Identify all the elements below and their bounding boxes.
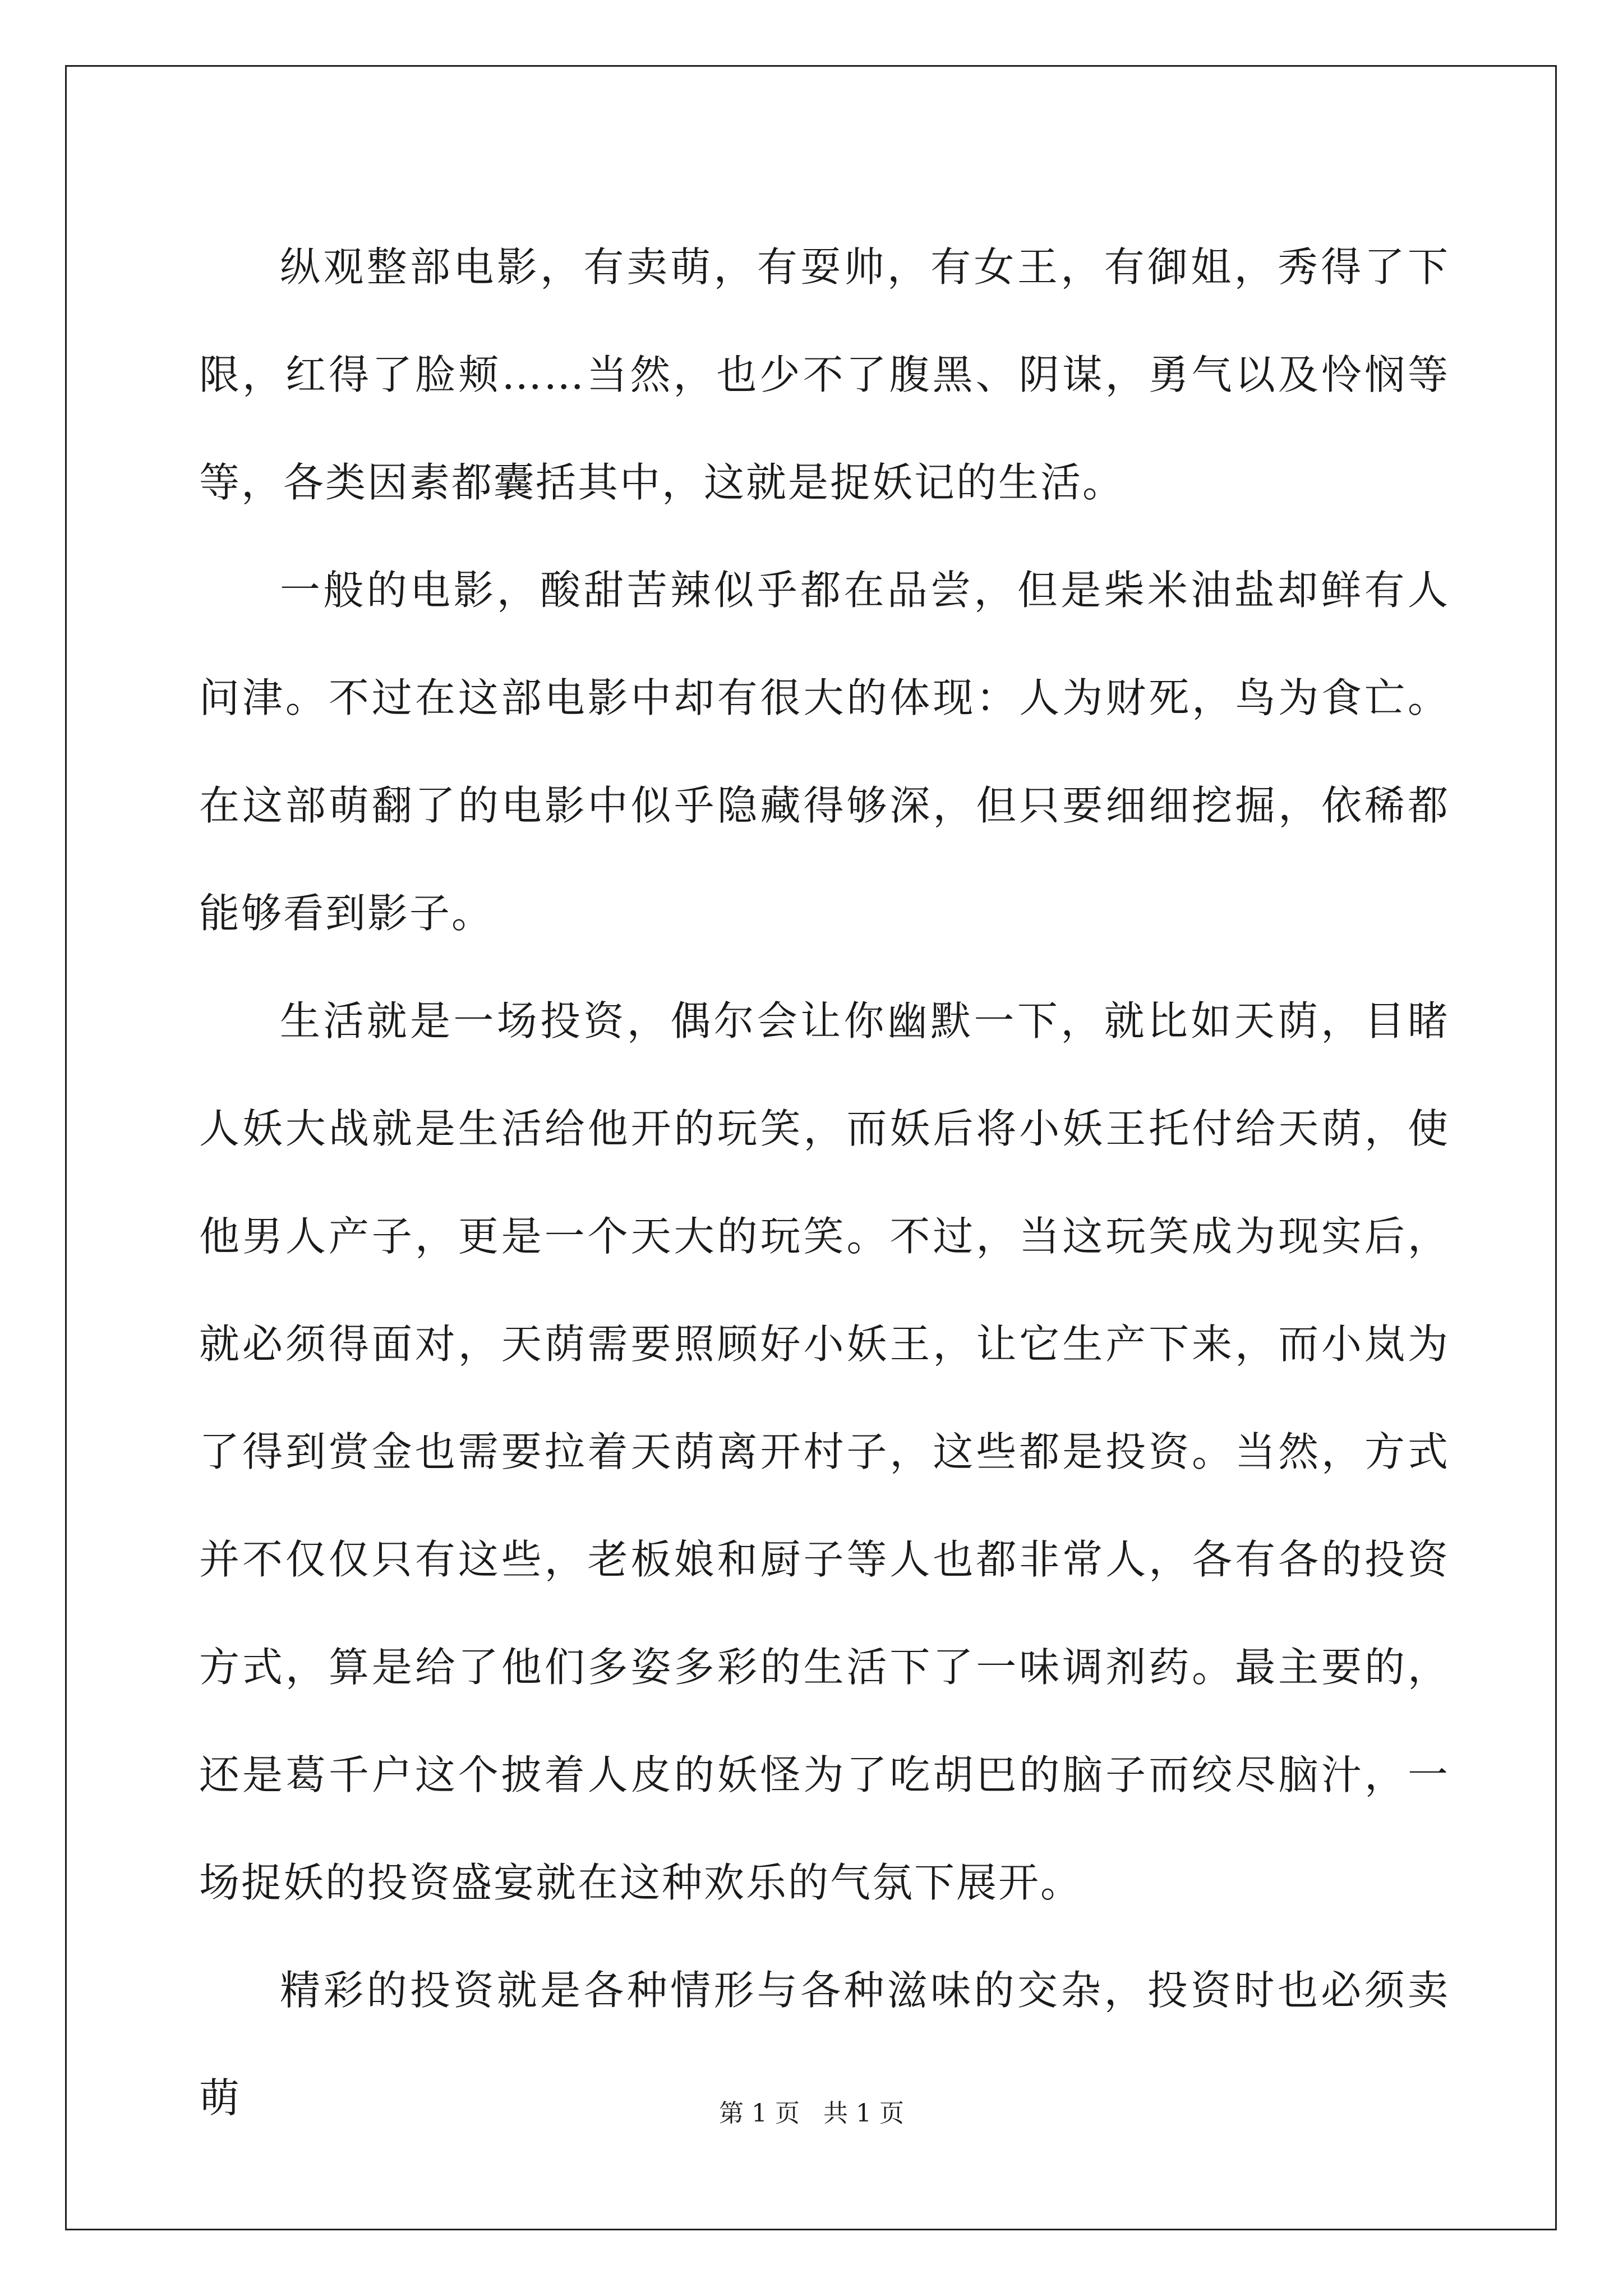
paragraph: 一般的电影，酸甜苦辣似乎都在品尝，但是柴米油盐却鲜有人问津。不过在这部电影中却有很大的体现：人为财死，鸟为食亡。在这部萌翻了的电影中似乎隐藏得够深，但只要细细挖掘，依稀都能够看到影子。: [199, 567, 1450, 937]
document-body: [199, 213, 1450, 2152]
paragraph: 生活就是一场投资，偶尔会让你幽默一下，就比如天荫，目睹人妖大战就是生活给他开的玩笑，而妖后将小妖王托付给天荫，使他男人产子，更是一个天大的玩笑。不过，当这玩笑成为现实后，就必须得面对，天荫需要照顾好小妖王，让它生产下来，而小岚为了得到赏金也需要拉着天荫离开村子，这些都是投资。当然，方式并不仅仅只有这些，老板娘和厨子等人也都非常人，各有各的投资方式，算是给了他们多姿多彩的生活下了一味调剂药。最主要的，还是葛千户这个披着人皮的妖怪为了吃胡巴的脑子而绞尽脑汁，一场捉妖的投资盛宴就在这种欢乐的气氛下展开。: [199, 997, 1450, 1906]
paragraph: 纵观整部电影，有卖萌，有耍帅，有女王，有御姐，秀得了下限，红得了脸颊……当然，也少不了腹黑、阴谋，勇气以及怜悯等等，各类因素都囊括其中，这就是捉妖记的生活。: [199, 243, 1450, 506]
page-number-footer: 第 1 页 共 1 页: [719, 2099, 904, 2128]
paragraph: 精彩的投资就是各种情形与各种滋味的交杂，投资时也必须卖萌: [199, 1967, 1450, 2122]
